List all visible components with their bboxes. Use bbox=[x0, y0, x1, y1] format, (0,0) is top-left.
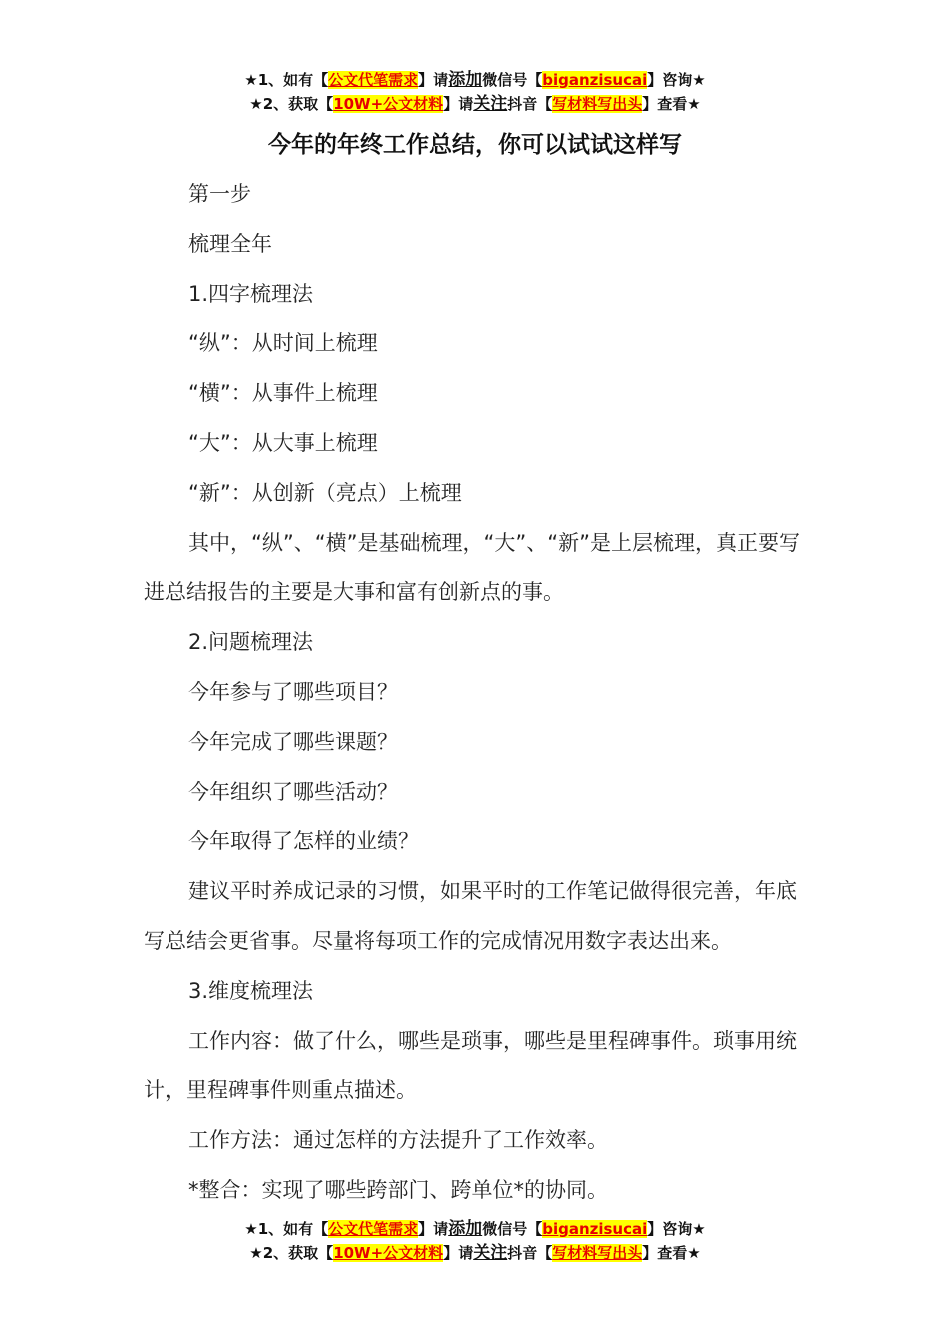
highlight-materials: 10W+公文材料 bbox=[333, 95, 444, 113]
highlight-service: 公文代笔需求 bbox=[328, 1220, 419, 1238]
paragraph: 工作方法：通过怎样的方法提升了工作效率。 bbox=[188, 1128, 608, 1153]
highlight-wechat-id: biganzisucai bbox=[542, 71, 648, 89]
paragraph: 3.维度梳理法 bbox=[188, 978, 314, 1003]
paragraph: 今年完成了哪些课题？ bbox=[188, 729, 398, 754]
paragraph: 其中，“纵”、“横”是基础梳理，“大”、“新”是上层梳理，真正要写进总结报告的主要是大事和富有创新点的事。 bbox=[144, 530, 801, 605]
paragraph: 第一步 bbox=[188, 182, 251, 206]
paragraph: 今年参与了哪些项目？ bbox=[188, 679, 398, 704]
highlight-douyin-account: 写材料写出头 bbox=[552, 1244, 643, 1262]
promo-line-1: ★1、如有【公文代笔需求】请添加微信号【biganzisucai】咨询★ bbox=[244, 70, 706, 90]
document-title: 今年的年终工作总结，你可以试试这样写 bbox=[268, 132, 682, 158]
highlight-service: 公文代笔需求 bbox=[328, 71, 419, 89]
paragraph: 今年组织了哪些活动？ bbox=[188, 779, 398, 804]
bottom-promo-banner bbox=[0, 1217, 950, 1265]
top-promo-banner bbox=[0, 68, 950, 116]
promo-line-2: ★2、获取【10W+公文材料】请关注抖音【写材料写出头】查看★ bbox=[249, 1243, 701, 1263]
highlight-douyin-account: 写材料写出头 bbox=[552, 95, 643, 113]
paragraph: 今年取得了怎样的业绩？ bbox=[188, 829, 419, 854]
paragraph: “横”：从事件上梳理 bbox=[188, 381, 378, 406]
highlight-wechat-id: biganzisucai bbox=[542, 1220, 648, 1238]
paragraph: 2.问题梳理法 bbox=[188, 630, 314, 655]
paragraph: “新”：从创新（亮点）上梳理 bbox=[188, 480, 462, 505]
paragraph: 工作内容：做了什么，哪些是琐事，哪些是里程碑事件。琐事用统计，里程碑事件则重点描述。 bbox=[144, 1028, 797, 1103]
highlight-materials: 10W+公文材料 bbox=[333, 1244, 444, 1262]
paragraph: “纵”：从时间上梳理 bbox=[188, 331, 378, 356]
paragraph: 1.四字梳理法 bbox=[188, 281, 314, 306]
paragraph: *整合：实现了哪些跨部门、跨单位*的协同。 bbox=[188, 1177, 608, 1202]
paragraph: 梳理全年 bbox=[188, 231, 272, 256]
promo-line-1: ★1、如有【公文代笔需求】请添加微信号【biganzisucai】咨询★ bbox=[244, 1219, 706, 1239]
document-body bbox=[144, 170, 804, 1216]
paragraph: 建议平时养成记录的习惯，如果平时的工作笔记做得很完善，年底写总结会更省事。尽量将每项工作的完成情况用数字表达出来。 bbox=[144, 879, 797, 953]
promo-line-2: ★2、获取【10W+公文材料】请关注抖音【写材料写出头】查看★ bbox=[249, 94, 701, 114]
paragraph: “大”：从大事上梳理 bbox=[188, 430, 378, 455]
